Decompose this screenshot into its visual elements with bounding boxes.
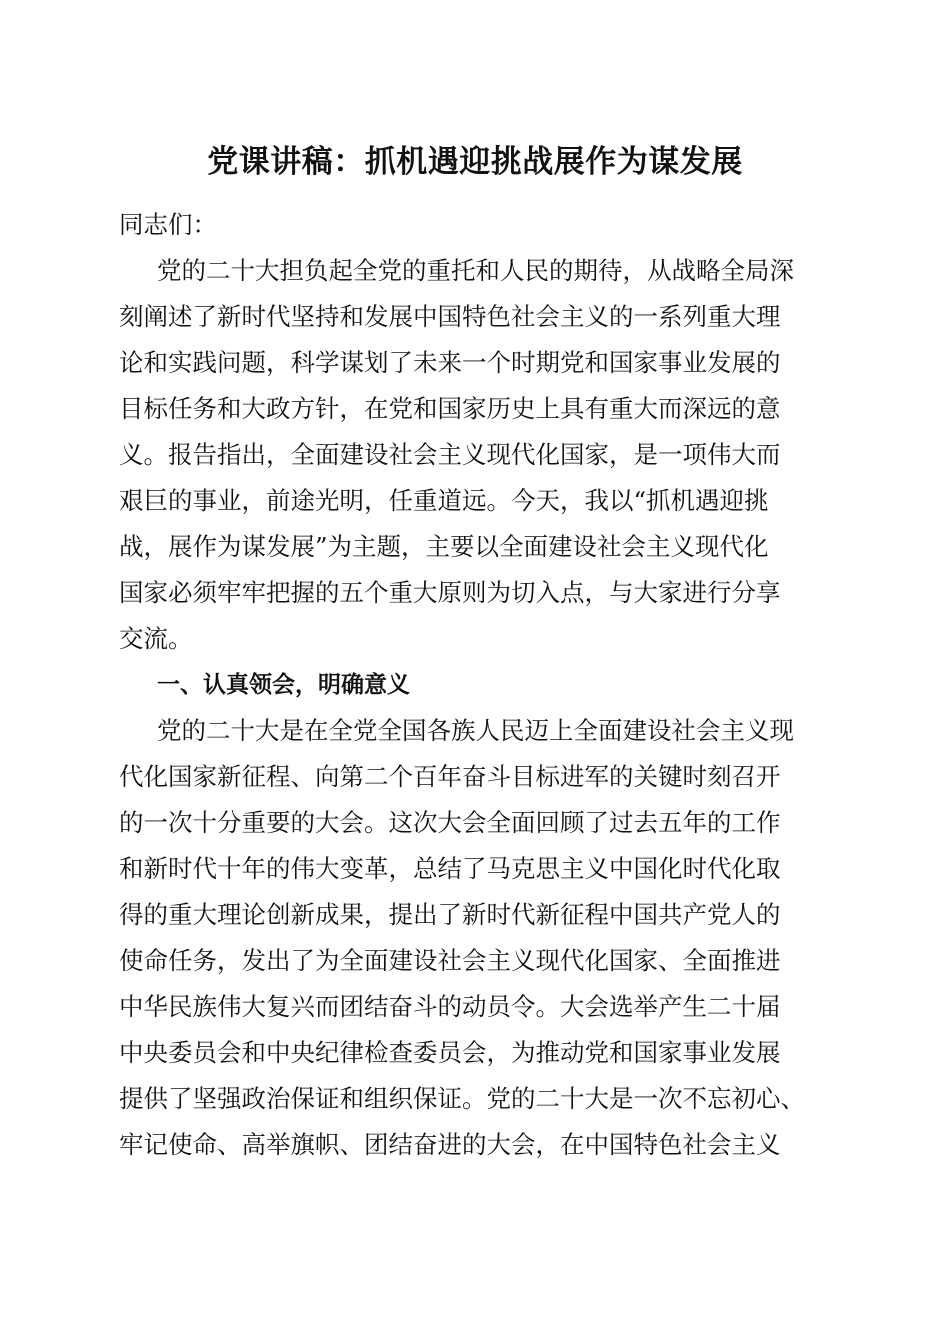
paragraph-line: 和新时代十年的伟大变革，总结了马克思主义中国化时代化取 [119,854,781,883]
paragraph-line: 中华民族伟大复兴而团结奋斗的动员令。大会选举产生二十届 [119,992,781,1021]
paragraph-line: 的一次十分重要的大会。这次大会全面回顾了过去五年的工作 [119,808,781,837]
section-heading: 一、认真领会，明确意义 [157,672,410,698]
paragraph-line: 艰巨的事业，前途光明，任重道远。今天，我以“抓机遇迎挑 [119,486,769,515]
paragraph-line: 中央委员会和中央纪律检查委员会，为推动党和国家事业发展 [119,1038,781,1067]
salutation: 同志们： [119,210,217,239]
paragraph-line: 目标任务和大政方针，在党和国家历史上具有重大而深远的意 [119,394,781,423]
paragraph-line: 代化国家新征程、向第二个百年奋斗目标进军的关键时刻召开 [119,762,781,791]
document-body [119,202,829,1168]
paragraph-line: 刻阐述了新时代坚持和发展中国特色社会主义的一系列重大理 [119,302,781,331]
paragraph-line: 得的重大理论创新成果，提出了新时代新征程中国共产党人的 [119,900,781,929]
paragraph-line: 义。报告指出，全面建设社会主义现代化国家，是一项伟大而 [119,440,781,469]
paragraph-line: 牢记使命、高举旗帜、团结奋进的大会，在中国特色社会主义 [119,1130,781,1159]
paragraph-line: 党的二十大担负起全党的重托和人民的期待，从战略全局深 [157,256,794,285]
paragraph-line: 交流。 [119,624,193,653]
document-title: 党课讲稿：抓机遇迎挑战展作为谋发展 [207,144,743,180]
paragraph-line: 使命任务，发出了为全面建设社会主义现代化国家、全面推进 [119,946,781,975]
paragraph-line: 提供了坚强政治保证和组织保证。党的二十大是一次不忘初心、 [119,1084,805,1113]
paragraph-line: 国家必须牢牢把握的五个重大原则为切入点，与大家进行分享 [119,578,781,607]
paragraph-line: 党的二十大是在全党全国各族人民迈上全面建设社会主义现 [157,716,794,745]
paragraph-section1 [119,708,829,1168]
paragraph-line: 战，展作为谋发展”为主题，主要以全面建设社会主义现代化 [119,532,769,561]
paragraph-intro [119,248,829,662]
paragraph-line: 论和实践问题，科学谋划了未来一个时期党和国家事业发展的 [119,348,781,377]
